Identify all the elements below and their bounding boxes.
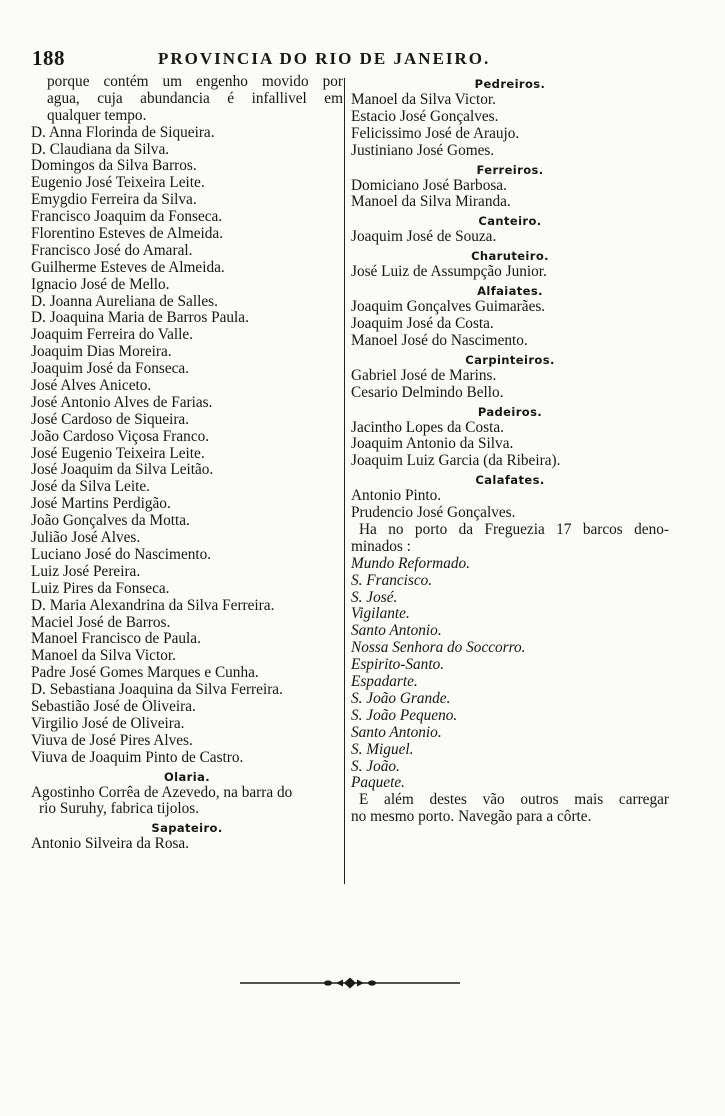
- boat-name: S. João Grande.: [351, 689, 451, 707]
- resident-name: Luciano José do Nascimento.: [31, 545, 212, 563]
- resident-name: Viuva de José Pires Alves.: [31, 731, 193, 749]
- pedreiros-entry: Felicissimo José de Araujo.: [351, 124, 520, 142]
- intro-line: qualquer tempo.: [47, 106, 147, 124]
- closing-paragraph: E além destes vão outros mais carregar: [359, 791, 669, 809]
- resident-name: José Alves Aniceto.: [31, 377, 152, 395]
- boat-name: Mundo Reformado.: [351, 554, 470, 572]
- section-heading-sapateiro: Sapateiro.: [151, 821, 223, 836]
- calafates-entry: Antonio Pinto.: [351, 487, 442, 505]
- resident-name: Padre José Gomes Marques e Cunha.: [31, 664, 259, 682]
- section-heading-olaria: Olaria.: [163, 769, 211, 784]
- resident-name: D. Joanna Aureliana de Salles.: [31, 292, 218, 310]
- barcos-intro-continued: minados :: [351, 537, 411, 555]
- carpinteiros-entry: Gabriel José de Marins.: [351, 366, 497, 384]
- resident-name: Julião José Alves.: [31, 529, 141, 547]
- closing-paragraph-continued: no mesmo porto. Navegão para a côrte.: [351, 808, 592, 826]
- boat-name: S. José.: [351, 588, 398, 606]
- column-divider: [344, 78, 345, 884]
- olaria-entry-continued: rio Suruhy, fabrica tijolos.: [39, 800, 200, 818]
- calafates-entry: Prudencio José Gonçalves.: [351, 504, 516, 522]
- resident-name: José Joaquim da Silva Leitão.: [31, 461, 214, 479]
- ornament-center-icon: [324, 978, 376, 989]
- resident-name: José Antonio Alves de Farias.: [31, 393, 213, 411]
- resident-name: João Gonçalves da Motta.: [31, 512, 190, 530]
- ferreiros-entry: Manoel da Silva Miranda.: [351, 193, 511, 211]
- resident-list: [31, 125, 343, 767]
- boat-name: Espirito-Santo.: [351, 656, 445, 674]
- alfaiates-entry: Joaquim José da Costa.: [351, 315, 494, 333]
- left-column: [31, 74, 343, 853]
- resident-name: José da Silva Leite.: [31, 478, 150, 496]
- right-column: [351, 74, 669, 826]
- boat-name: S. Francisco.: [351, 571, 433, 589]
- resident-name: Manoel da Silva Victor.: [31, 647, 176, 665]
- section-heading-pedreiros: Pedreiros.: [474, 77, 546, 91]
- running-title: PROVINCIA DO RIO DE JANEIRO.: [158, 49, 491, 68]
- resident-name: Joaquim Dias Moreira.: [31, 343, 172, 361]
- section-heading-canteiro: Canteiro.: [478, 214, 542, 229]
- boat-name: S. João Pequeno.: [351, 706, 458, 724]
- resident-name: Joaquim Ferreira do Valle.: [31, 326, 193, 344]
- boat-name: Espadarte.: [351, 673, 418, 691]
- intro-line: porque contém um engenho movido por: [47, 73, 343, 90]
- ferreiros-entry: Domiciano José Barbosa.: [351, 176, 507, 194]
- resident-name: José Eugenio Teixeira Leite.: [31, 444, 205, 462]
- section-heading-ferreiros: Ferreiros.: [476, 162, 544, 177]
- boat-name: Vigilante.: [351, 605, 410, 623]
- resident-name: João Cardoso Viçosa Franco.: [31, 427, 210, 445]
- resident-name: Manoel Francisco de Paula.: [31, 630, 201, 648]
- padeiros-entry: Jacintho Lopes da Costa.: [351, 418, 504, 436]
- resident-name: Guilherme Esteves de Almeida.: [31, 258, 225, 276]
- resident-name: José Martins Perdigão.: [31, 495, 171, 513]
- boat-name: S. Miguel.: [351, 740, 414, 758]
- ornament-divider: [240, 976, 460, 990]
- boat-name: Nossa Senhora do Soccorro.: [351, 639, 526, 657]
- pedreiros-entry: Manoel da Silva Victor.: [351, 91, 496, 108]
- intro-line: agua, cuja abundancia é infallivel em: [47, 89, 343, 107]
- canteiro-entry: Joaquim José de Souza.: [351, 228, 497, 246]
- section-heading-calafates: Calafates.: [475, 473, 545, 488]
- alfaiates-entry: Joaquim Gonçalves Guimarães.: [351, 298, 546, 316]
- resident-name: Luiz Pires da Fonseca.: [31, 579, 170, 597]
- olaria-entry: Agostinho Corrêa de Azevedo, na barra do: [31, 783, 293, 801]
- sapateiro-entry: Antonio Silveira da Rosa.: [31, 835, 190, 853]
- padeiros-entry: Joaquim Antonio da Silva.: [351, 435, 514, 453]
- resident-name: Maciel José de Barros.: [31, 613, 171, 631]
- section-heading-padeiros: Padeiros.: [477, 404, 543, 419]
- resident-name: Domingos da Silva Barros.: [31, 157, 197, 175]
- boat-name-list: [351, 556, 669, 792]
- page-header: [0, 46, 725, 70]
- resident-name: Francisco Joaquim da Fonseca.: [31, 208, 223, 226]
- boat-name: Paquete.: [351, 774, 405, 792]
- section-heading-alfaiates: Alfaiates.: [477, 284, 543, 299]
- resident-name: D. Joaquina Maria de Barros Paula.: [31, 309, 249, 327]
- boat-name: Santo Antonio.: [351, 622, 442, 640]
- pedreiros-entry: Estacio José Gonçalves.: [351, 107, 499, 125]
- padeiros-entry: Joaquim Luiz Garcia (da Ribeira).: [351, 452, 561, 470]
- resident-name: Francisco José do Amaral.: [31, 241, 193, 259]
- resident-name: Viuva de Joaquim Pinto de Castro.: [31, 748, 244, 766]
- resident-name: D. Claudiana da Silva.: [31, 140, 170, 158]
- carpinteiros-entry: Cesario Delmindo Bello.: [351, 383, 504, 401]
- boat-name: Santo Antonio.: [351, 723, 442, 741]
- charuteiro-entry: José Luiz de Assumpção Junior.: [351, 263, 547, 281]
- resident-name: Ignacio José de Mello.: [31, 275, 170, 293]
- resident-name: Joaquim José da Fonseca.: [31, 360, 190, 378]
- section-heading-charuteiro: Charuteiro.: [471, 249, 549, 264]
- pedreiros-entry: Justiniano José Gomes.: [351, 141, 495, 159]
- resident-name: Emygdio Ferreira da Silva.: [31, 191, 197, 209]
- resident-name: D. Maria Alexandrina da Silva Ferreira.: [31, 596, 275, 614]
- resident-name: Virgilio José de Oliveira.: [31, 714, 185, 732]
- page-number: 188: [32, 46, 65, 70]
- barcos-intro: Ha no porto da Freguezia 17 barcos deno-: [359, 521, 669, 539]
- resident-name: Sebastião José de Oliveira.: [31, 697, 196, 715]
- resident-name: Florentino Esteves de Almeida.: [31, 225, 224, 243]
- section-heading-carpinteiros: Carpinteiros.: [465, 352, 555, 367]
- resident-name: José Cardoso de Siqueira.: [31, 410, 190, 428]
- boat-name: S. João.: [351, 757, 400, 775]
- resident-name: Luiz José Pereira.: [31, 562, 141, 580]
- alfaiates-entry: Manoel José do Nascimento.: [351, 331, 528, 349]
- resident-name: D. Sebastiana Joaquina da Silva Ferreira.: [31, 681, 283, 699]
- resident-name: Eugenio José Teixeira Leite.: [31, 174, 205, 192]
- resident-name: D. Anna Florinda de Siqueira.: [31, 123, 215, 141]
